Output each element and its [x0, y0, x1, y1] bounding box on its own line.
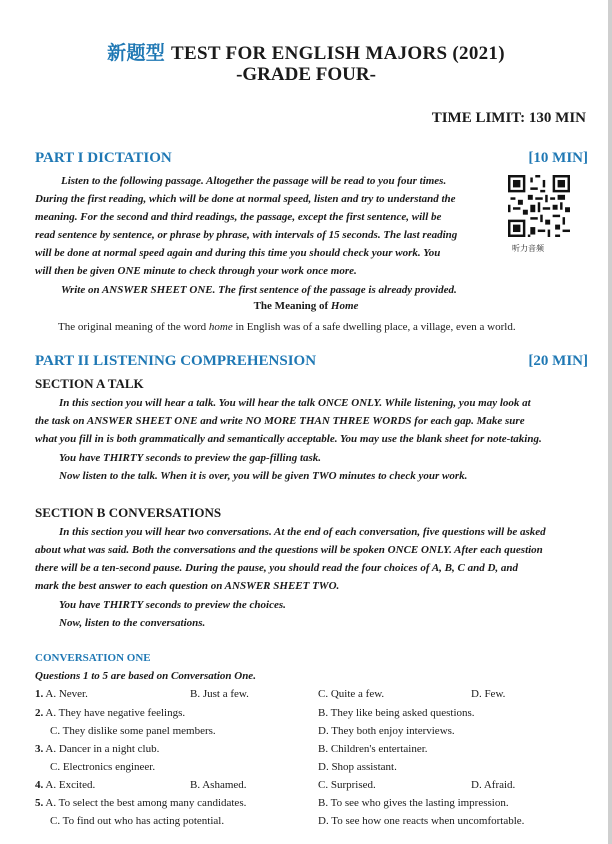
first-sentence-b: in English was of a safe dwelling place, a village, even a world.	[232, 321, 516, 333]
question-4	[35, 779, 95, 791]
question-number: 5.	[35, 797, 44, 809]
instruction-line: will be done at normal speed again and during this time you should check your work. You	[35, 247, 441, 259]
instruction-line: meaning. For the second and third readings, the passage, except the first sentence, will be	[35, 211, 442, 223]
question-number: 2.	[35, 707, 44, 719]
qr-caption: 听力音频	[512, 244, 544, 253]
question-5	[35, 797, 246, 809]
section-a-title: SECTION A TALK	[35, 376, 144, 391]
question-number: 3.	[35, 743, 44, 755]
first-sentence-a: The original meaning of the word	[58, 321, 209, 333]
instruction-line: In this section you will hear two conversations. At the end of each conversation, five questions will be asked	[59, 526, 546, 538]
choice-c: C. To find out who has acting potential.	[50, 815, 225, 827]
part2-time: [20 MIN]	[528, 353, 588, 369]
section-b-preview: You have THIRTY seconds to preview the choices.	[59, 599, 286, 611]
exam-subtitle: -GRADE FOUR-	[236, 64, 376, 85]
choice-c: C. Electronics engineer.	[50, 761, 156, 773]
choice-c: C. Surprised.	[318, 779, 376, 791]
instruction-line: there will be a ten-second pause. During the pause, you should read the four choices of A, B, C and D, and	[35, 562, 519, 574]
choice-a: A. To select the best among many candidates.	[45, 797, 247, 809]
new-format-badge: 新题型	[107, 43, 166, 64]
passage-title-prefix: The Meaning of	[253, 300, 331, 312]
page-binding-edge	[608, 0, 612, 844]
instruction-line: the task on ANSWER SHEET ONE and write NO MORE THAN THREE WORDS for each gap. Make sure	[35, 415, 525, 427]
section-a-instructions	[35, 394, 588, 448]
choice-c: C. They dislike some panel members.	[50, 725, 216, 737]
first-sentence-word: home	[208, 321, 233, 333]
part2-header	[35, 353, 588, 370]
choice-a: A. Never.	[45, 688, 88, 700]
choice-b: B. They like being asked questions.	[318, 707, 475, 719]
section-b-instructions	[35, 523, 588, 595]
conversation-one-intro: Questions 1 to 5 are based on Conversation One.	[35, 670, 256, 682]
instruction-line: During the first reading, which will be done at normal speed, listen and try to understand the	[35, 193, 456, 205]
instruction-line: In this section you will hear a talk. You will hear the talk ONCE ONLY. While listening, you may look at	[59, 397, 531, 409]
choice-b: B. To see who gives the lasting impression.	[318, 797, 509, 809]
choice-b: B. Children's entertainer.	[318, 743, 428, 755]
conversation-one-title: CONVERSATION ONE	[35, 652, 151, 664]
choice-d: D. Few.	[471, 688, 506, 700]
section-b-title: SECTION B CONVERSATIONS	[35, 505, 222, 520]
section-a-listen: Now listen to the talk. When it is over, you will be given TWO minutes to check your work.	[59, 470, 468, 482]
instruction-line: read sentence by sentence, or phrase by phrase, with intervals of 15 seconds. The last reading	[35, 229, 458, 241]
first-sentence	[58, 318, 598, 336]
question-number: 4.	[35, 779, 44, 791]
choice-b: B. Just a few.	[190, 688, 249, 700]
choice-a: A. They have negative feelings.	[45, 707, 186, 719]
instruction-line: about what was said. Both the conversations and the questions will be spoken ONCE ONLY. After each question	[35, 544, 543, 556]
instruction-line: mark the best answer to each question on ANSWER SHEET TWO.	[35, 580, 340, 592]
question-number: 1.	[35, 688, 44, 700]
part1-header	[35, 150, 588, 167]
passage-title-word: Home	[330, 300, 359, 312]
instruction-line: what you fill in is both grammatically and semantically acceptable. You may use the blank sheet for note-taking.	[35, 433, 542, 445]
part2-title: PART II LISTENING COMPREHENSION	[35, 353, 317, 369]
question-3	[35, 743, 159, 755]
part1-time: [10 MIN]	[528, 150, 588, 166]
choice-b: B. Ashamed.	[190, 779, 247, 791]
exam-title-text: TEST FOR ENGLISH MAJORS (2021)	[171, 43, 505, 64]
choice-d: D. Afraid.	[471, 779, 516, 791]
choice-c: C. Quite a few.	[318, 688, 385, 700]
choice-a: A. Excited.	[45, 779, 96, 791]
question-1	[35, 688, 88, 700]
exam-title	[0, 38, 612, 65]
section-a-preview: You have THIRTY seconds to preview the gap-filling task.	[59, 452, 322, 464]
part1-instructions	[35, 172, 497, 280]
choice-a: A. Dancer in a night club.	[45, 743, 160, 755]
part1-write-note: Write on ANSWER SHEET ONE. The first sentence of the passage is already provided.	[61, 284, 457, 296]
part1-title: PART I DICTATION	[35, 150, 172, 166]
instruction-line: Listen to the following passage. Altogether the passage will be read to you four times.	[61, 175, 447, 187]
passage-title	[0, 300, 612, 312]
section-b-listen: Now, listen to the conversations.	[59, 617, 206, 629]
qr-code-icon[interactable]	[508, 175, 570, 237]
choice-d: D. To see how one reacts when uncomfortable.	[318, 815, 525, 827]
instruction-line: will then be given ONE minute to check through your work once more.	[35, 265, 357, 277]
choice-d: D. Shop assistant.	[318, 761, 397, 773]
time-limit: TIME LIMIT: 130 MIN	[431, 110, 586, 126]
question-2	[35, 707, 185, 719]
choice-d: D. They both enjoy interviews.	[318, 725, 455, 737]
